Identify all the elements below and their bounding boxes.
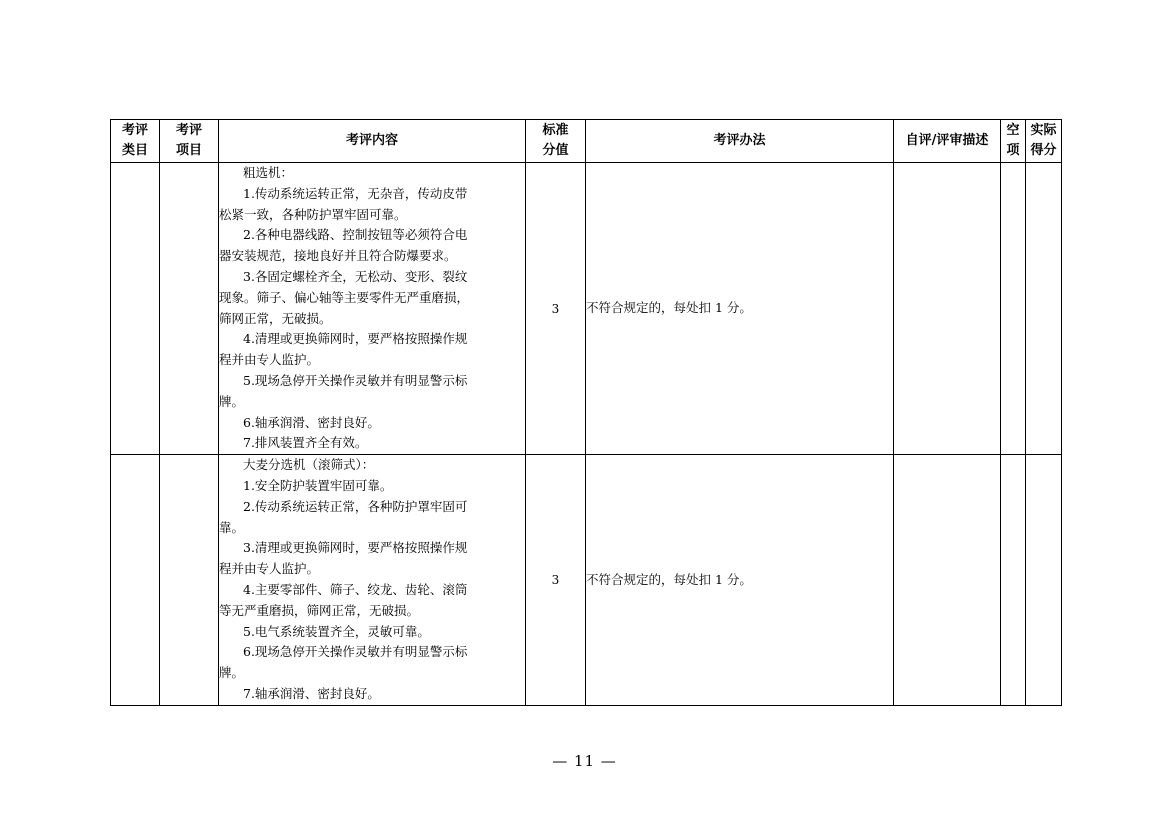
cell-method: 不符合规定的，每处扣 1 分。	[586, 455, 894, 706]
header-self-eval: 自评/评审描述	[894, 120, 1001, 163]
header-row	[111, 120, 1062, 163]
cell-actual	[1026, 163, 1062, 455]
cell-item	[160, 163, 219, 455]
table-row	[111, 163, 1062, 455]
cell-blank	[1001, 455, 1026, 706]
cell-category	[111, 163, 160, 455]
header-blank: 空 项	[1001, 120, 1026, 163]
cell-score: 3	[526, 163, 586, 455]
cell-item	[160, 455, 219, 706]
evaluation-table	[110, 119, 1062, 706]
header-score: 标准 分值	[526, 120, 586, 163]
cell-actual	[1026, 455, 1062, 706]
cell-method: 不符合规定的，每处扣 1 分。	[586, 163, 894, 455]
cell-score: 3	[526, 455, 586, 706]
header-method: 考评办法	[586, 120, 894, 163]
header-actual: 实际 得分	[1026, 120, 1062, 163]
header-category: 考评 类目	[111, 120, 160, 163]
header-item: 考评 项目	[160, 120, 219, 163]
cell-self-eval	[894, 163, 1001, 455]
cell-category	[111, 455, 160, 706]
cell-content: 粗选机： 1.传动系统运转正常，无杂音，传动皮带 松紧一致，各种防护罩牢固可靠。 2.各种电器线路、控制按钮等必须符合电 器安装规范，接地良好并且符合防爆要求。 3.各固定螺栓齐全，无松动、变形、裂纹 现象。筛子、偏心轴等主要零件无严重磨损， 筛网正常，无破损。 4.清理或更换筛网时，要严格按照操作规 程并由专人监护。 5.现场急停开关操作灵敏并有明显警示标 牌。 6.轴承润滑、密封良好。 7.排风装置齐全有效。	[219, 163, 526, 455]
page-number: — 11 —	[552, 752, 617, 770]
cell-content: 大麦分选机（滚筛式）： 1.安全防护装置牢固可靠。 2.传动系统运转正常，各种防护罩牢固可 靠。 3.清理或更换筛网时，要严格按照操作规 程并由专人监护。 4.主要零部件、筛子、绞龙、齿轮、滚筒 等无严重磨损，筛网正常，无破损。 5.电气系统装置齐全，灵敏可靠。 6.现场急停开关操作灵敏并有明显警示标 牌。 7.轴承润滑、密封良好。	[219, 455, 526, 706]
cell-self-eval	[894, 455, 1001, 706]
header-content: 考评内容	[219, 120, 526, 163]
table-row	[111, 455, 1062, 706]
cell-blank	[1001, 163, 1026, 455]
